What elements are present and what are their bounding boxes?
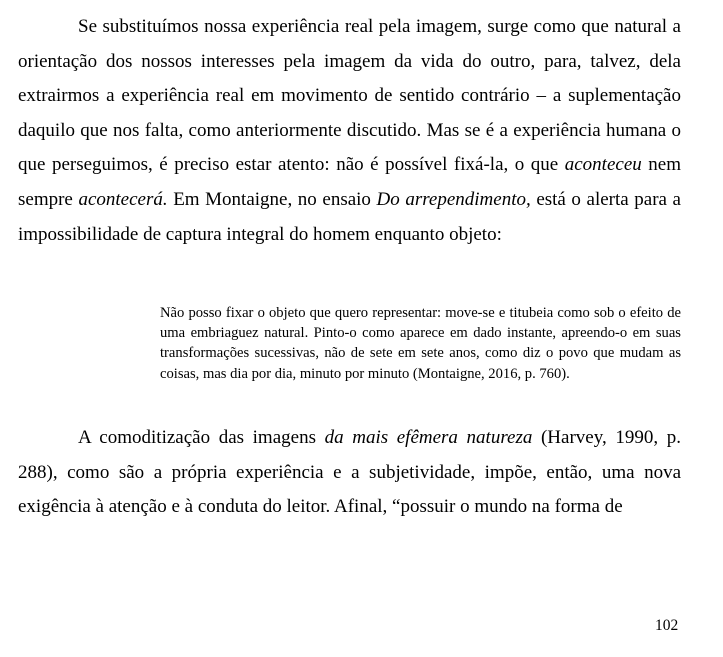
paragraph-2-text-b: (Harvey, 1990, p. 288), como são a própria experiência e a subjetividade, impõe, então, uma nova exigência à atenção e à conduta do leitor. Afinal, “possuir o mundo na forma de [18,427,681,518]
block-quote [160,303,681,384]
paragraph-1-italic-acontecera: acontecerá. [78,188,168,210]
paragraph-1-text-d: está o alerta para a impossibilidade de captura integral do homem enquanto objeto: [18,188,681,245]
page-number: 102 [655,617,679,634]
paragraph-1-italic-aconteceu: aconteceu [564,154,642,176]
paragraph-1 [18,10,681,252]
paragraph-1-text-a: Se substituímos nossa experiência real pela imagem, surge como que natural a orientação dos nossos interesses pela imagem da vida do outro, para, talvez, dela extrairmos a experiência real em movimento de sentido contrário – a suplementação daquilo que nos falta, como anteriormente discutido. Mas se é a experiência humana o que perseguimos, é preciso estar atento: não é possível fixá-la, o que [18,16,681,176]
paragraph-2-text-a: A comoditização das imagens [78,427,325,448]
paragraph-1-text-b: nem sempre [18,154,681,210]
paragraph-2 [18,421,681,525]
paragraph-2-italic-phrase: da mais efêmera natureza [324,427,533,448]
paragraph-1-italic-essay-title: Do arrependimento, [376,188,531,210]
block-quote-text: Não posso fixar o objeto que quero representar: move-se e titubeia como sob o efeito de uma embriaguez natural. Pinto-o como aparece em dado instante, apreendo-o em suas transformações sucessivas, não de sete em sete anos, como diz o povo que mudam as coisas, mas dia por dia, minuto por minuto (Montaigne, 2016, p. 760). [160,305,681,382]
paragraph-1-text-c: Em Montaigne, no ensaio [167,188,377,210]
